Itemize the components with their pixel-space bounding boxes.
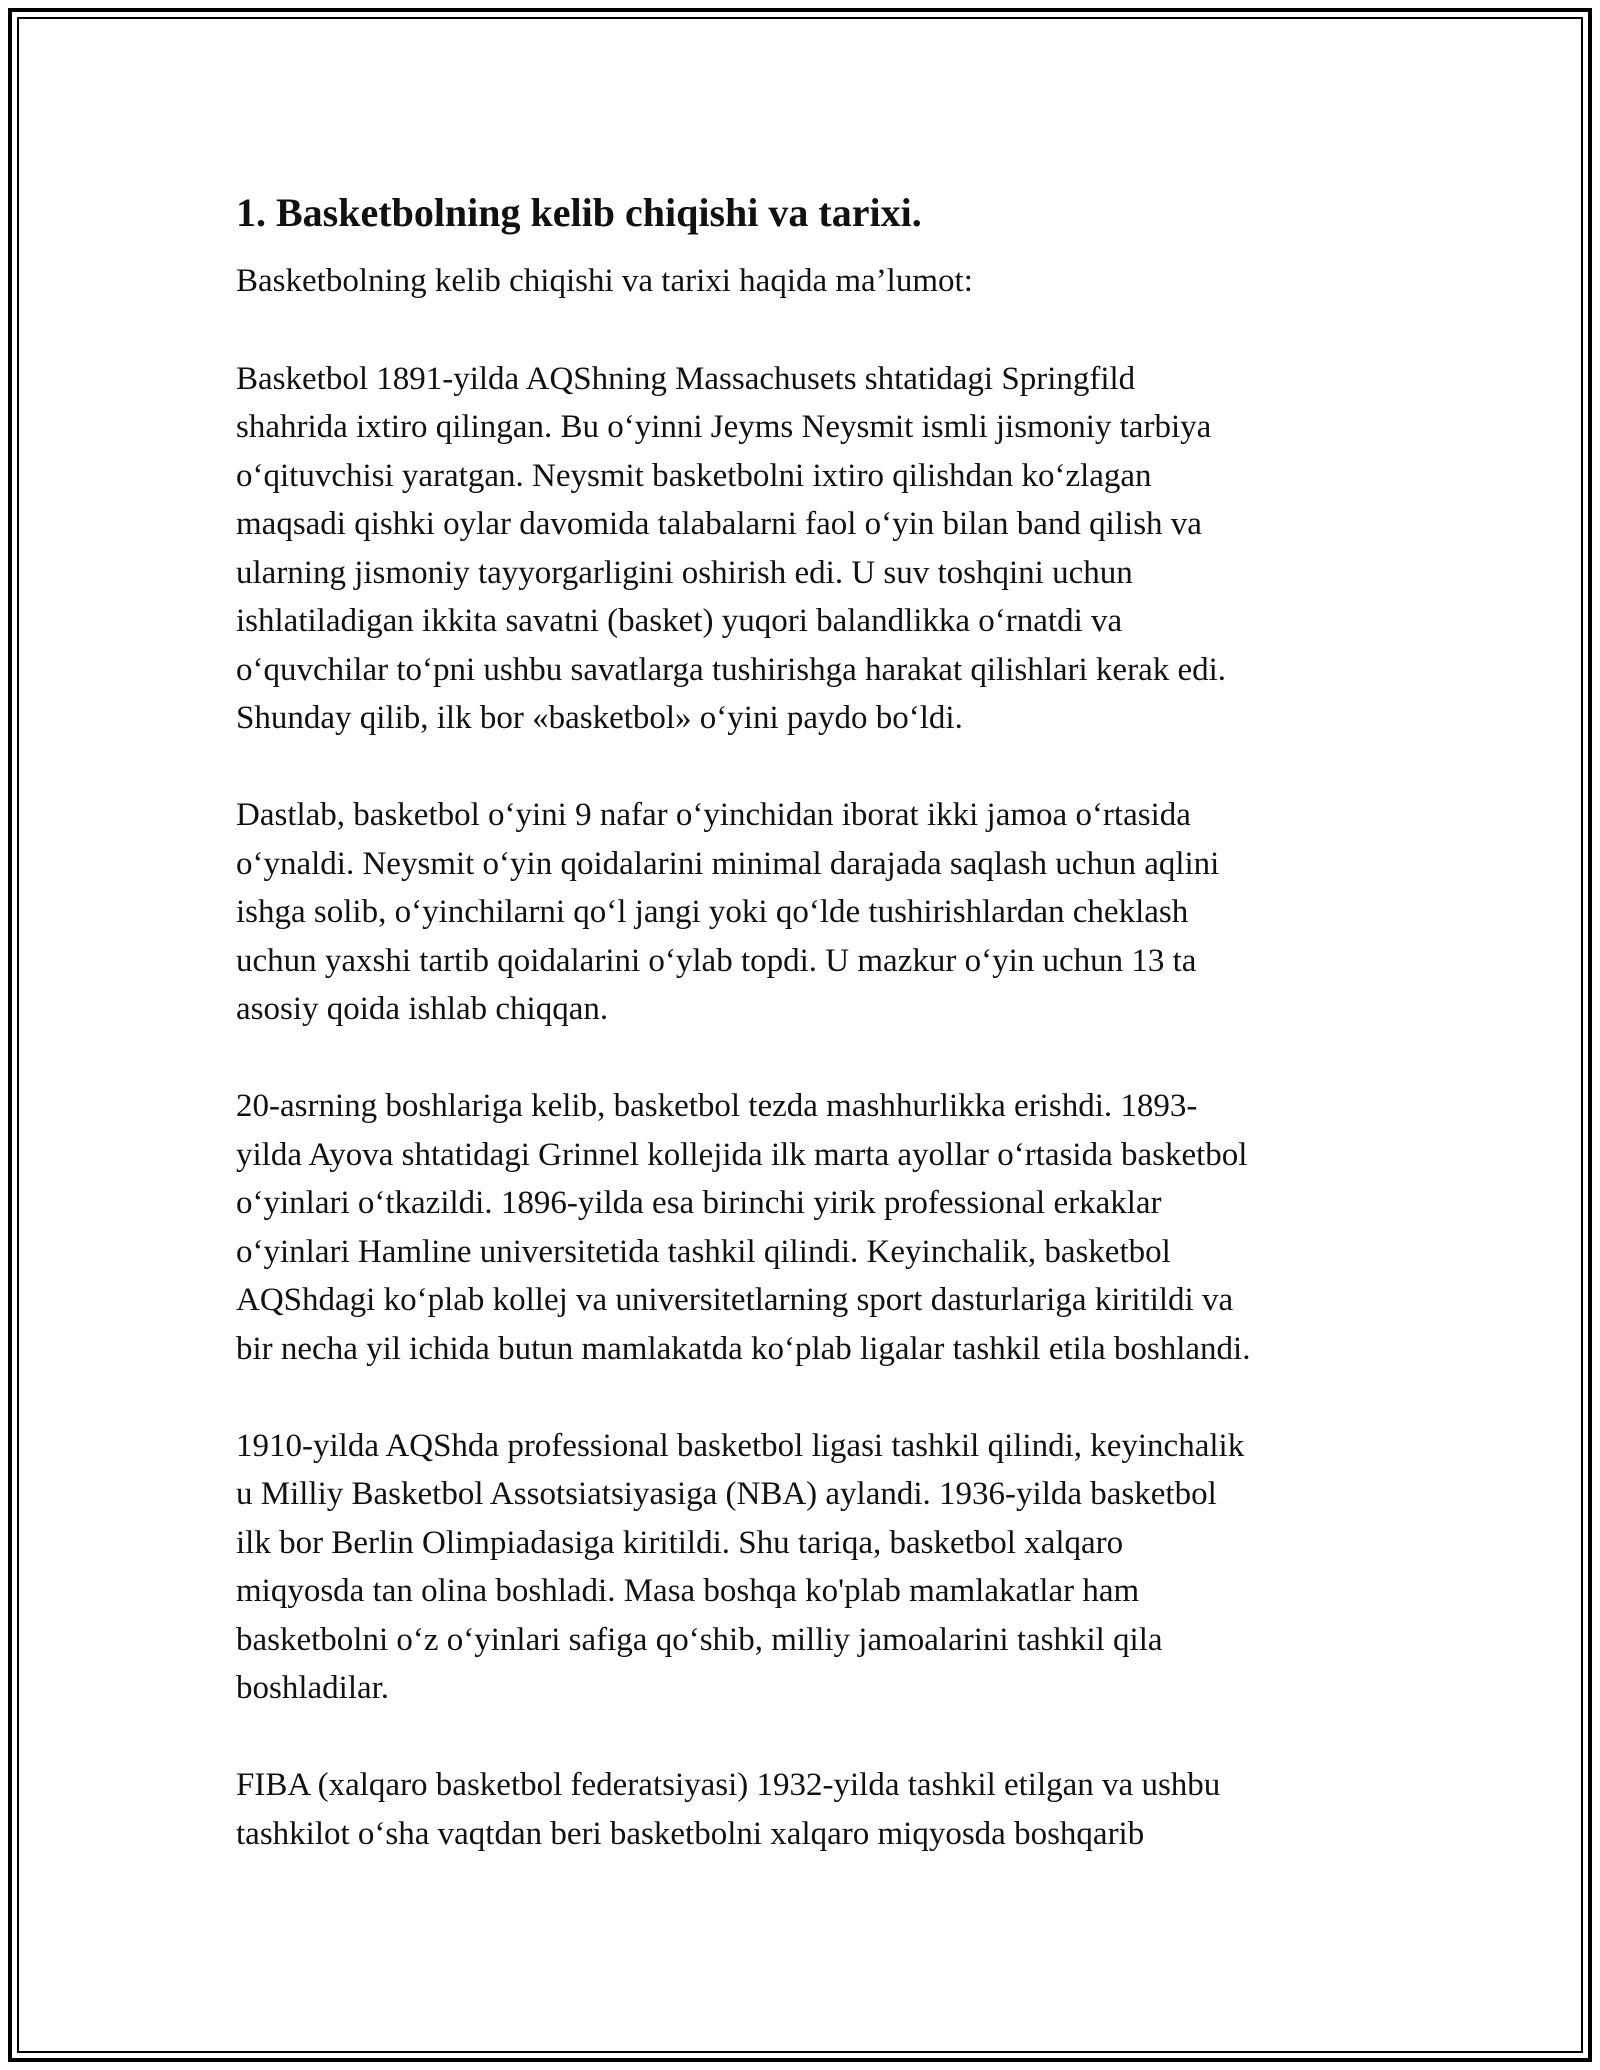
text-line: u Milliy Basketbol Assotsiatsiyasiga (NBA) aylandi. 1936-yilda basketbol	[236, 1476, 1217, 1512]
paragraph-3	[236, 1082, 1386, 1373]
text-line: o‘qituvchisi yaratgan. Neysmit basketbolni ixtiro qilishdan ko‘zlagan	[236, 457, 1152, 494]
section-heading: 1. Basketbolning kelib chiqishi va tarixi.	[236, 190, 922, 235]
text-line: tashkilot o‘sha vaqtdan beri basketbolni xalqaro miqyosda boshqarib	[236, 1815, 1145, 1852]
text-line: shahrida ixtiro qilingan. Bu o‘yinni Jeyms Neysmit ismli jismoniy tarbiya	[236, 409, 1212, 445]
text-line: bir necha yil ichida butun mamlakatda ko‘plab ligalar tashkil etila boshlandi.	[236, 1330, 1251, 1367]
paragraph-1	[236, 355, 1386, 743]
text-line: o‘ynaldi. Neysmit o‘yin qoidalarini minimal darajada saqlash uchun aqlini	[236, 845, 1220, 882]
paragraph-5	[236, 1761, 1386, 1858]
text-line: 20-asrning boshlariga kelib, basketbol tezda mashhurlikka erishdi. 1893-	[236, 1088, 1198, 1124]
text-line: basketbolni o‘z o‘yinlari safiga qo‘shib, milliy jamoalarini tashkil qila	[236, 1621, 1163, 1658]
text-line: AQShdagi ko‘plab kollej va universitetlarning sport dasturlariga kiritildi va	[236, 1282, 1234, 1318]
text-line: miqyosda tan olina boshladi. Masa boshqa ko'plab mamlakatlar ham	[236, 1573, 1140, 1609]
text-line: asosiy qoida ishlab chiqqan.	[236, 991, 609, 1027]
text-line: uchun yaxshi tartib qoidalarini o‘ylab topdi. U mazkur o‘yin uchun 13 ta	[236, 942, 1197, 979]
text-line: ishga solib, o‘yinchilarni qo‘l jangi yoki qo‘lde tushirishlardan cheklash	[236, 894, 1189, 930]
text-line: ilk bor Berlin Olimpiadasiga kiritildi. Shu tariqa, basketbol xalqaro	[236, 1524, 1124, 1561]
document-body	[236, 185, 1386, 1907]
text-line: boshladilar.	[236, 1670, 390, 1706]
text-line: Dastlab, basketbol o‘yini 9 nafar o‘yinchidan iborat ikki jamoa o‘rtasida	[236, 797, 1191, 833]
text-line: ishlatiladigan ikkita savatni (basket) yuqori balandlikka o‘rnatdi va	[236, 603, 1123, 639]
text-line: o‘quvchilar to‘pni ushbu savatlarga tushirishga harakat qilishlari kerak edi.	[236, 651, 1227, 688]
text-line: o‘yinlari Hamline universitetida tashkil qilindi. Keyinchalik, basketbol	[236, 1233, 1171, 1270]
text-line: Shunday qilib, ilk bor «basketbol» o‘yini paydo bo‘ldi.	[236, 700, 963, 736]
text-line: Basketbol 1891-yilda AQShning Massachusets shtatidagi Springfild	[236, 360, 1136, 397]
text-line: maqsadi qishki oylar davomida talabalarni faol o‘yin bilan band qilish va	[236, 506, 1202, 542]
paragraph-4	[236, 1422, 1386, 1713]
text-line: yilda Ayova shtatidagi Grinnel kollejida ilk marta ayollar o‘rtasida basketbol	[236, 1136, 1248, 1173]
paragraph-2	[236, 791, 1386, 1034]
text-line: 1910-yilda AQShda professional basketbol ligasi tashkil qilindi, keyinchalik	[236, 1427, 1245, 1464]
intro-line: Basketbolning kelib chiqishi va tarixi haqida ma’lumot:	[236, 263, 973, 299]
text-line: FIBA (xalqaro basketbol federatsiyasi) 1932-yilda tashkil etilgan va ushbu	[236, 1767, 1221, 1803]
text-line: ularning jismoniy tayyorgarligini oshirish edi. U suv toshqini uchun	[236, 554, 1133, 591]
text-line: o‘yinlari o‘tkazildi. 1896-yilda esa birinchi yirik professional erkaklar	[236, 1185, 1162, 1221]
